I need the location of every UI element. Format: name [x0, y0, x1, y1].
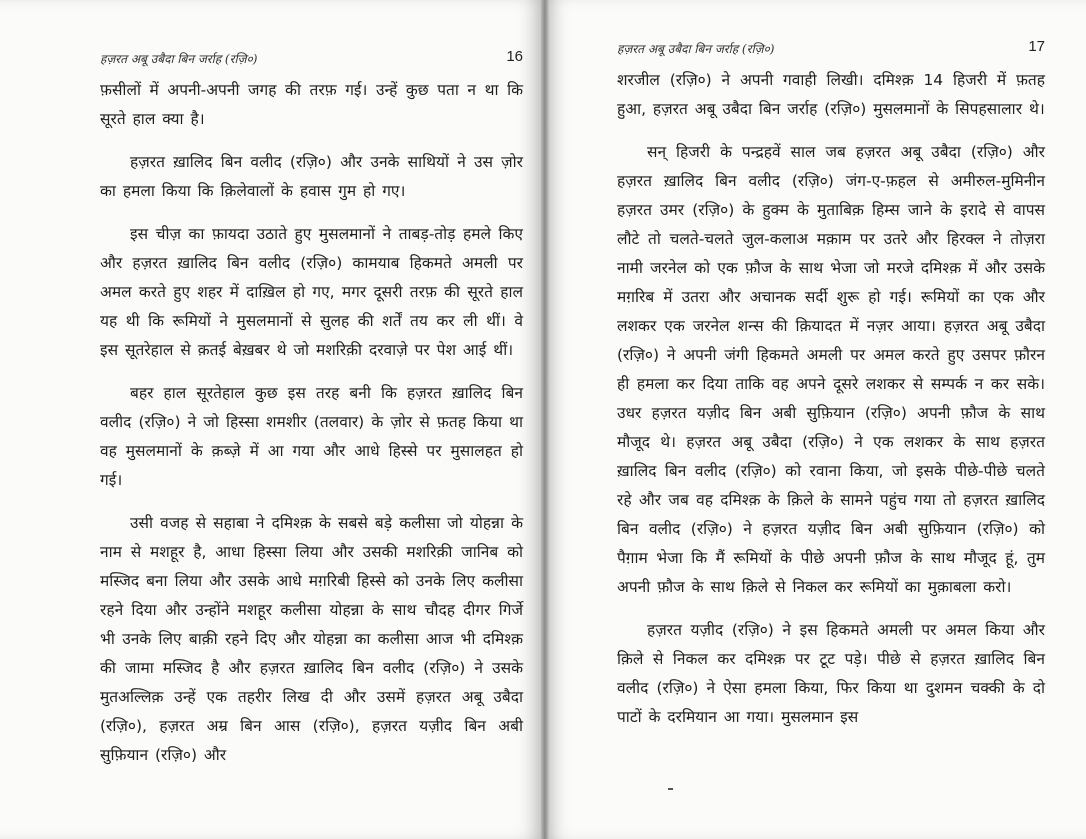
- page-number: 17: [1028, 38, 1045, 55]
- paragraph: फ़सीलों में अपनी-अपनी जगह की तरफ़ गई। उन्हें कुछ पता न था कि सूरते हाल क्या है।: [100, 81, 523, 128]
- paragraph: इस चीज़ का फ़ायदा उठाते हुए मुसलमानों ने ताबड़-तोड़ हमले किए और हज़रत ख़ालिद बिन वलीद (रज़ि०) कामयाब हिकमते अमली पर अमल करते हुए शहर में दाख़िल हो गए, मगर दूसरी तरफ़ की सूरते हाल यह थी कि रूमियों ने मुसलमानों से सुलह की शर्तें तय कर ली थीं। वे इस सूतरेहाल से क़तई बेख़बर थे जो मशरिक़ी दरवाज़े पर पेश आई थीं।: [100, 225, 523, 359]
- paragraph: हज़रत ख़ालिद बिन वलीद (रज़ि०) और उनके साथियों ने उस ज़ोर का हमला किया कि क़िलेवालों के हवास गुम हो गए।: [100, 153, 523, 200]
- ink-speck: [668, 788, 673, 790]
- right-page-header: [617, 38, 1045, 60]
- paragraph: शरजील (रज़ि०) ने अपनी गवाही लिखी। दमिश्क़ 14 हिजरी में फ़तह हुआ, हज़रत अबू उबैदा बिन जर्राह (रज़ि०) मुसलमानों के सिपहसालार थे।: [617, 71, 1045, 118]
- right-page-content: [617, 38, 1045, 732]
- running-title: हज़रत अबू उबैदा बिन जर्राह (रज़ि०): [617, 42, 775, 56]
- paragraph: हज़रत यज़ीद (रज़ि०) ने इस हिकमते अमली पर अमल किया और क़िले से निकल कर दमिश्क़ पर टूट पड़े। पीछे से हज़रत ख़ालिद बिन वलीद (रज़ि०) ने ऐसा हमला किया, फिर किया था दुशमन चक्की के दो पाटों के दरमियान आ गया। मुसलमान इस: [617, 621, 1045, 726]
- running-title: हज़रत अबू उबैदा बिन जर्राह (रज़ि०): [100, 52, 258, 66]
- left-page-header: [100, 48, 523, 70]
- page-number: 16: [506, 48, 523, 65]
- book-gutter: [541, 0, 549, 839]
- paragraph: सन् हिजरी के पन्द्रहवें साल जब हज़रत अबू उबैदा (रज़ि०) और हज़रत ख़ालिद बिन वलीद (रज़ि०) जंग-ए-फ़हल से अमीरुल-मुमिनीन हज़रत उमर (रज़ि०) के हुक्म के मुताबिक़ हिम्स जाने के इरादे से वापस लौटे तो चलते-चलते जुल-कलाअ मक़ाम पर उतरे और हिरक्ल ने तोज़रा नामी जरनेल को एक फ़ौज के साथ भेजा जो मरजे दमिश्क़ में और उसके मग़रिब में उतरा और अचानक सर्दी शुरू हो गई। रूमियों का एक और लशकर एक जरनेल शन्स की क़ियादत में नज़र आया। हज़रत अबू उबैदा (रज़ि०) ने अपनी जंगी हिकमते अमली पर अमल करते हुए उसपर फ़ौरन ही हमला कर दिया ताकि वह अपने दूसरे लशकर से सम्पर्क न कर सके। उधर हज़रत यज़ीद बिन अबी सुफ़ियान (रज़ि०) अपनी फ़ौज के साथ मौजूद थे। हज़रत अबू उबैदा (रज़ि०) ने एक लशकर के साथ हज़रत ख़ालिद बिन वलीद (रज़ि०) को रवाना किया, जो इसके पीछे-पीछे चलते रहे और जब वह दमिश्क़ के क़िले के सामने पहुंच गया तो हज़रत ख़ालिद बिन वलीद (रज़ि०) ने हज़रत यज़ीद बिन अबी सुफ़ियान (रज़ि०) को पैग़ाम भेजा कि मैं रूमियों के पीछे अपनी फ़ौज के साथ मौजूद हूं, तुम अपनी फ़ौज के साथ क़िले से निकल कर रूमियों का मुक़ाबला करो।: [617, 143, 1045, 596]
- paragraph: उसी वजह से सहाबा ने दमिश्क़ के सबसे बड़े कलीसा जो योहन्ना के नाम से मशहूर है, आधा हिस्सा लिया और उसकी मशरिक़ी जानिब को मस्जिद बना लिया और उसके आधे मग़रिबी हिस्से को उनके लिए कलीसा रहने दिया और उन्होंने मशहूर कलीसा योहन्ना के साथ चौदह दीगर गिर्जे भी उनके लिए बाक़ी रहने दिए और योहन्ना का कलीसा आज भी दमिश्क़ की जामा मस्जिद है और हज़रत ख़ालिद बिन वलीद (रज़ि०) ने उसके मुतअल्लिक़ उन्हें एक तहरीर लिख दी और उसमें हज़रत अबू उबैदा (रज़ि०), हज़रत अम्र बिन आस (रज़ि०), हज़रत यज़ीद बिन अबी सुफ़ियान (रज़ि०) और: [100, 514, 523, 764]
- left-page-content: [100, 48, 523, 770]
- paragraph: बहर हाल सूरतेहाल कुछ इस तरह बनी कि हज़रत ख़ालिद बिन वलीद (रज़ि०) ने जो हिस्सा शमशीर (तलवार) के ज़ोर से फ़तह किया था वह मुसलमानों के क़ब्ज़े में आ गया और आधे हिस्से पर मुसालहत हो गई।: [100, 384, 523, 489]
- right-page: [545, 0, 1086, 839]
